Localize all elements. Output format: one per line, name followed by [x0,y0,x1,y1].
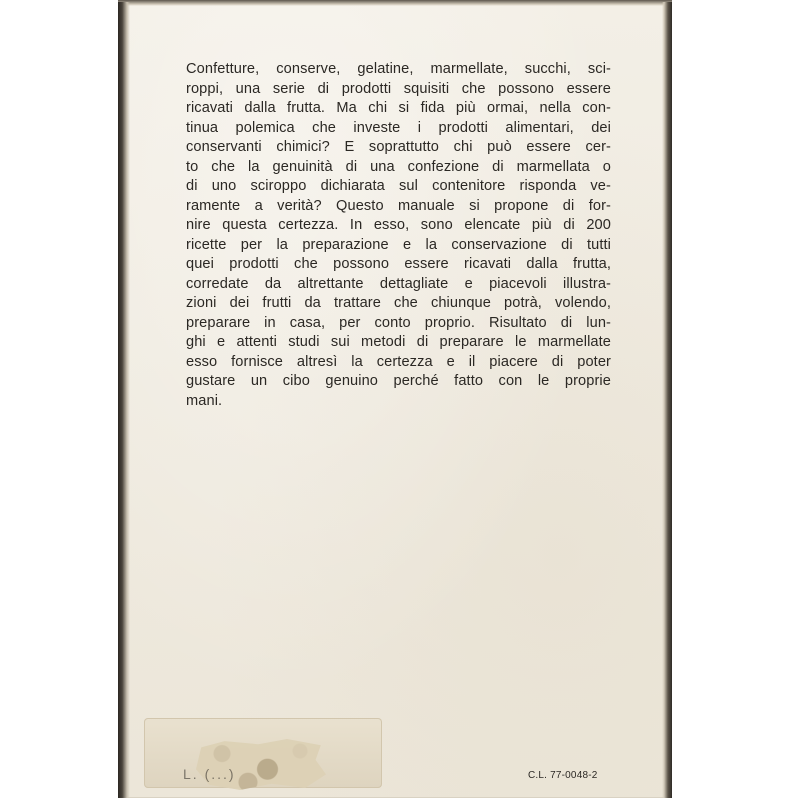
cover-left-edge [118,2,130,798]
blurb-line: to che la genuinità di una confezione di marmellata o [186,158,611,175]
blurb-line: roppi, una serie di prodotti squisiti che possono essere [186,80,611,97]
blurb-line: preparare in casa, per conto proprio. Risultato di lun- [186,314,611,331]
torn-sticker-patch [196,738,326,790]
blurb-line: mani. [186,392,223,409]
blurb-line: Confetture, conserve, gelatine, marmellate, succhi, sci- [186,61,611,77]
blurb-line: ramente a verità? Questo manuale si propone di for- [186,197,611,214]
blurb-line: ricavati dalla frutta. Ma chi si fida più ormai, nella con- [186,100,611,116]
blurb-line: zioni dei frutti da trattare che chiunque potrà, volendo, [186,295,611,311]
blurb-line: corredate da altrettante dettagliate e piacevoli illustra- [186,275,611,292]
price-stamp: L. (...) [183,766,236,782]
blurb-line: ricette per la preparazione e la conservazione di tutti [186,236,611,253]
blurb-line: nire questa certezza. In esso, sono elencate più di 200 [186,217,611,233]
blurb-line: gustare un cibo genuino perché fatto con le proprie [186,373,611,389]
blurb-line: ghi e attenti studi sui metodi di preparare le marmellate [186,334,611,350]
cover-top-edge [118,0,672,6]
blurb-line: conservanti chimici? E soprattutto chi può essere cer- [186,139,611,155]
catalog-code: C.L. 77-0048-2 [528,770,598,781]
blurb-line: di uno sciroppo dichiarata sul contenitore risponda ve- [186,178,611,194]
cover-right-edge [662,2,672,798]
blurb-line: esso fornisce altresì la certezza e il piacere di poter [186,353,611,370]
blurb-line: quei prodotti che possono essere ricavati dalla frutta, [186,256,611,272]
blurb-line: tinua polemica che investe i prodotti alimentari, dei [186,119,611,136]
blurb-paragraph [186,60,611,411]
